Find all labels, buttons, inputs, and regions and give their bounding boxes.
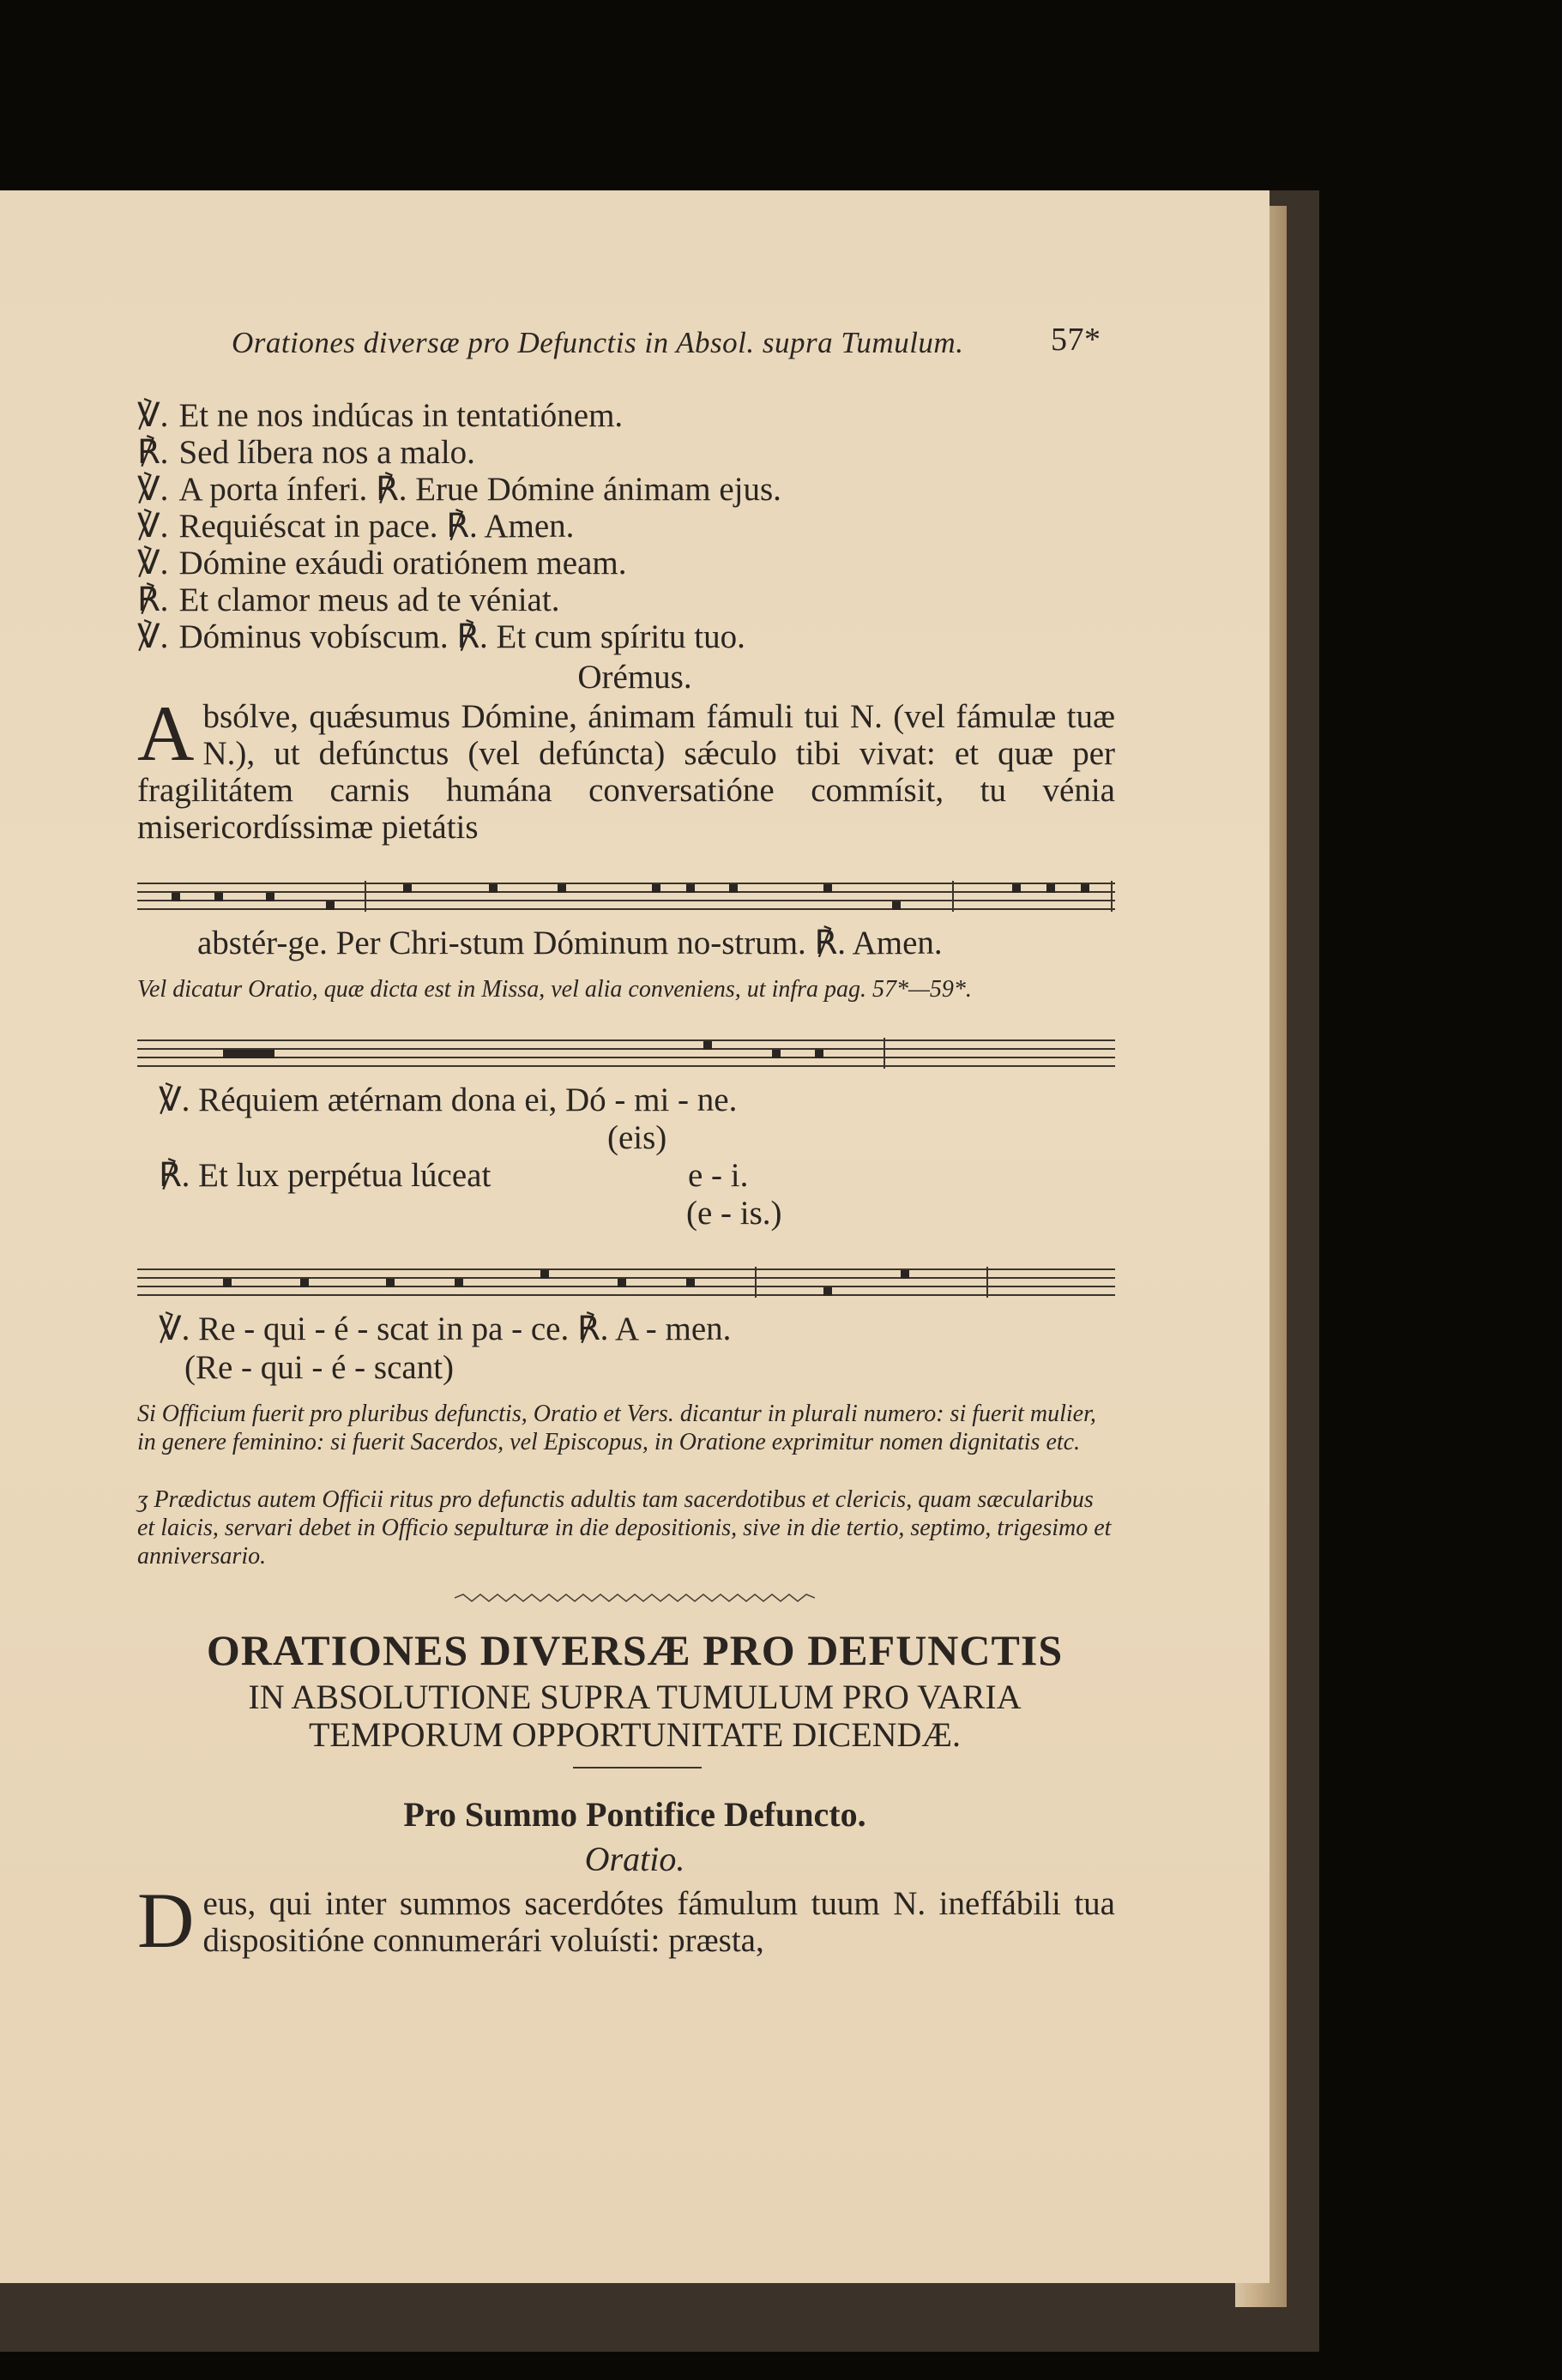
section-subtitle [0, 1678, 1270, 1754]
chant-lyrics-alt: (eis) [607, 1119, 667, 1156]
versicle-text: Et clamor meus ad te véniat. [178, 581, 560, 618]
short-rule [573, 1767, 702, 1768]
rubric-mark: ʒ [137, 1486, 148, 1513]
versicle-text: Requiéscat in pace. ℟. Amen. [178, 508, 575, 545]
chant-lyrics-alt: (e - is.) [686, 1195, 782, 1232]
rubric-note: Vel dicatur Oratio, quæ dicta est in Missa, vel alia conveniens, ut infra pag. 57*—59*. [137, 976, 972, 1003]
versicle-line [137, 618, 745, 656]
prayer-text: bsólve, quǽsumus Dómine, ánimam fámuli tui N. (vel fámulæ tuæ N.), ut defúnctus (vel defúncta) sǽculo tibi vivat: et quæ per fragilitátem carnis humána conversatióne commísit, tu vénia misericordíssimæ pietátis [137, 698, 1115, 846]
versicle-line [137, 470, 781, 509]
section-subtitle-line: IN ABSOLUTIONE SUPRA TUMULUM PRO VARIA [248, 1678, 1022, 1716]
running-header: Orationes diversæ pro Defunctis in Absol. supra Tumulum. [232, 326, 964, 359]
versicle-line [137, 433, 475, 472]
prayer-paragraph [137, 1877, 1115, 1964]
ornamental-divider [455, 1593, 815, 1603]
subsection-heading: Pro Summo Pontifice Defuncto. [403, 1795, 866, 1834]
drop-cap: A [137, 690, 195, 777]
oratio-heading: Oratio. [584, 1840, 685, 1878]
drop-cap: D [137, 1877, 195, 1964]
chant-lyrics: ℣. Réquiem ætérnam dona ei, Dó - mi - ne. [159, 1082, 738, 1118]
versicle-symbol: ℣. [137, 545, 169, 581]
versicle-symbol: ℣. [137, 508, 169, 545]
chant-staff [137, 1267, 1115, 1298]
versicle-line [137, 507, 574, 545]
versicle-text: Et ne nos indúcas in tentatiónem. [178, 397, 624, 434]
book-page [0, 190, 1270, 2283]
versicle-line [137, 396, 623, 435]
response-symbol: ℟. [137, 434, 169, 471]
versicle-symbol: ℣. [137, 397, 169, 434]
rubric-text: Prædictus autem Officii ritus pro defunctis adultis tam sacerdotibus et clericis, quam sæcularibus et laicis, servari debet in Officio sepulturæ in die depositionis, sive in die tertio, septimo, trigesimo et anniversario. [137, 1486, 1112, 1570]
chant-lyrics: ℟. Et lux perpétua lúceat [159, 1157, 492, 1194]
chant-lyrics: e - i. [688, 1157, 749, 1194]
section-title: ORATIONES DIVERSÆ PRO DEFUNCTIS [206, 1626, 1064, 1674]
chant-lyrics: ℣. Re - qui - é - scat in pa - ce. ℟. A - men. [159, 1311, 732, 1347]
versicle-line [137, 581, 559, 619]
versicle-text: A porta ínferi. ℟. Erue Dómine ánimam ejus. [178, 471, 781, 508]
versicle-text: Dóminus vobíscum. ℟. Et cum spíritu tuo. [178, 618, 745, 655]
versicle-line [137, 544, 626, 582]
prayer-text: eus, qui inter summos sacerdótes fámulum tuum N. ineffábili tua dispositióne connumerári voluísti: præsta, [202, 1885, 1115, 1959]
chant-staff [137, 1038, 1115, 1069]
versicle-text: Dómine exáudi oratiónem meam. [178, 545, 627, 581]
rubric-note [137, 1485, 1115, 1570]
rubric-note: Si Officium fuerit pro pluribus defunctis, Oratio et Vers. dicantur in plurali numero: si fuerit mulier, in genere feminino: si fuerit Sacerdos, vel Episcopus, in Oratione exprimitur nomen dignitatis etc. [137, 1401, 1096, 1455]
versicle-symbol: ℣. [137, 618, 169, 655]
chant-lyrics-alt: (Re - qui - é - scant) [184, 1349, 455, 1386]
versicle-symbol: ℣. [137, 471, 169, 508]
oremus-heading: Orémus. [577, 659, 692, 696]
prayer-paragraph [137, 690, 1115, 846]
versicle-text: Sed líbera nos a malo. [178, 434, 475, 471]
chant-staff [137, 881, 1115, 912]
section-subtitle-line: TEMPORUM OPPORTUNITATE DICENDÆ. [309, 1715, 961, 1754]
page-number: 57* [1051, 322, 1101, 358]
chant-lyrics: abstér-ge. Per Chri-stum Dóminum no-strum. ℟. Amen. [197, 925, 943, 961]
response-symbol: ℟. [137, 581, 169, 618]
